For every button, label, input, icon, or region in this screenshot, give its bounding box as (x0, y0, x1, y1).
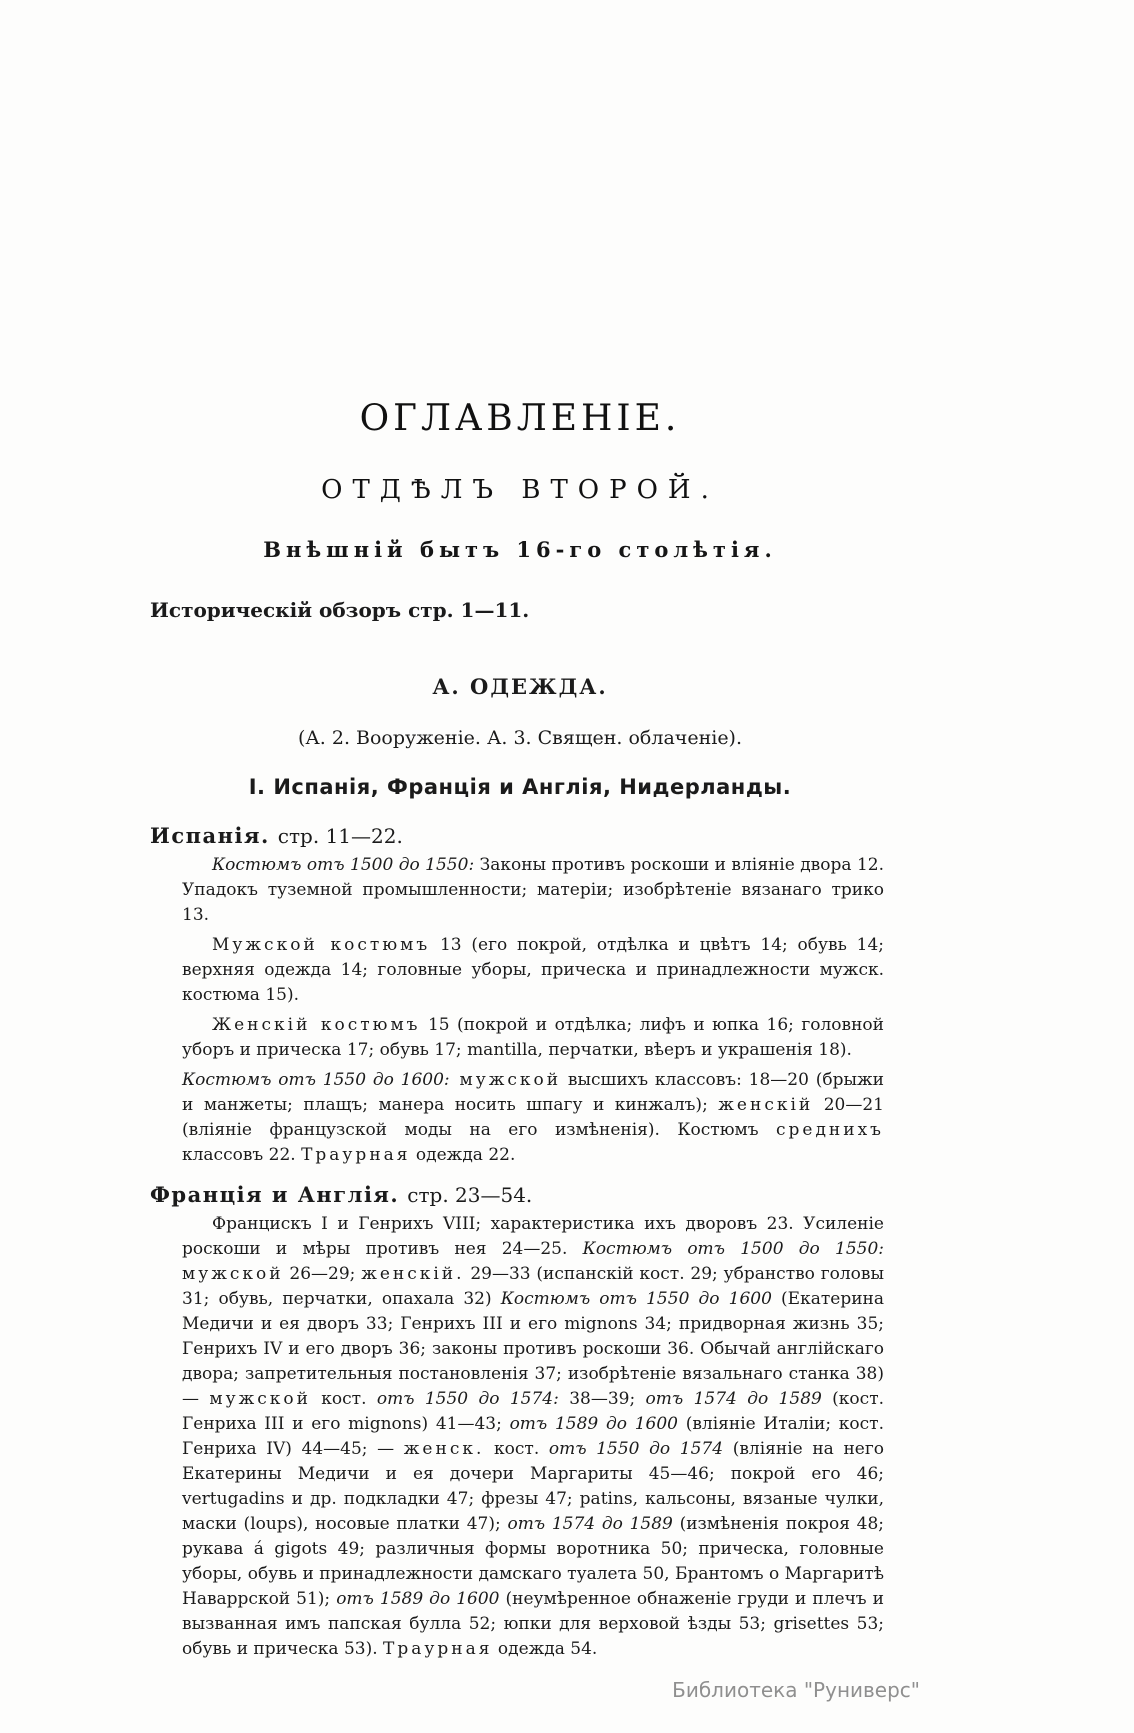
text-segment: женскій (718, 1095, 814, 1115)
section-pages: стр. 11—22. (277, 824, 403, 848)
text-segment: Костюмъ отъ 1550 до 1600: (182, 1070, 450, 1090)
text-segment: женск. (403, 1439, 485, 1459)
text-segment: Законы противъ роскоши и вліяніе двора 12. Упадокъ туземной промышленности; матеріи; изобрѣтеніе вязанаго трико 13. (182, 855, 884, 925)
part-title: ОТДѢЛЪ ВТОРОЙ. (321, 475, 719, 505)
section-name: Франція и Англія. (150, 1182, 400, 1207)
text-segment: классовъ 22. (182, 1145, 302, 1165)
overview-line: Историческій обзоръ стр. 1—11. (150, 598, 530, 622)
toc-paragraph (182, 1068, 884, 1168)
toc-paragraph (182, 933, 884, 1008)
text-segment: 13 (его покрой, отдѣлка и цвѣтъ 14; обувь 14; верхняя одежда 14; головные уборы, прическа и принадлежности мужск. костюма 15). (182, 935, 884, 1005)
text-segment: кост. (484, 1439, 549, 1459)
text-segment: отъ 1574 до 1589 (507, 1514, 673, 1534)
text-segment: (неумѣренное обнаженіе груди и плечъ и вызванная имъ папская булла 52; юпки для верховой ѣзды 53; grisettes 53; обувь и прическа 53). (182, 1589, 884, 1659)
text-segment: Мужской костюмъ (212, 935, 431, 955)
text-segment: одежда 54. (492, 1639, 598, 1659)
chapter-heading: I. Испанія, Франція и Англія, Нидерланды. (248, 775, 792, 799)
text-segment: (вліяніе Италіи; кост. Генриха IV) 44—45; — (182, 1414, 884, 1459)
section-name: Испанія. (150, 823, 270, 848)
text-segment: Женскій костюмъ (212, 1015, 421, 1035)
text-segment: 29—33 (испанскій кост. 29; убранство головы 31; обувь, перчатки, опахала 32) (182, 1264, 884, 1309)
text-segment: 20—21 (вліяніе французской моды на его измѣненія). Костюмъ (182, 1095, 885, 1140)
section-pages: стр. 23—54. (407, 1183, 533, 1207)
text-segment: Костюмъ отъ 1550 до 1600 (500, 1289, 772, 1309)
text-segment: мужской (182, 1264, 284, 1284)
text-segment: мужской (209, 1389, 311, 1409)
text-segment: Костюмъ отъ 1500 до 1550: (212, 855, 475, 875)
text-segment: отъ 1550 до 1574 (548, 1439, 724, 1459)
text-segment: мужской (449, 1070, 562, 1090)
clothing-section-note: (А. 2. Вооруженіе. А. 3. Священ. облаченіе). (297, 727, 743, 749)
text-segment: Костюмъ отъ 1500 до 1550: (582, 1239, 884, 1259)
library-watermark: Библиотека "Руниверс" (672, 1678, 920, 1702)
text-segment: среднихъ (776, 1120, 884, 1140)
text-segment: 26—29; (283, 1264, 362, 1284)
text-segment: отъ 1550 до 1574: (376, 1389, 559, 1409)
text-segment: Францискъ I и Генрихъ VIII; характеристика ихъ дворовъ 23. Усиленіе роскоши и мѣры противъ нея 24—25. (182, 1214, 884, 1259)
clothing-section-heading: А. ОДЕЖДА. (432, 674, 608, 699)
section-heading-france-england (150, 1182, 890, 1207)
toc-paragraph (182, 1013, 884, 1063)
text-segment: отъ 1589 до 1600 (336, 1589, 500, 1609)
toc-paragraph (182, 1212, 884, 1662)
text-segment: отъ 1589 до 1600 (509, 1414, 678, 1434)
text-segment: отъ 1574 до 1589 (645, 1389, 822, 1409)
section-heading-spain (150, 823, 890, 848)
text-segment: Траурная (383, 1639, 493, 1659)
toc-paragraph (182, 853, 884, 928)
text-segment: кост. (310, 1389, 377, 1409)
text-segment: (измѣненія покроя 48; рукава á gigots 49; различныя формы воротника 50; прическа, головные уборы, обувь и принадлежности дамскаго туалета 50, Брантомъ о Маргаритѣ Наваррской 51); (182, 1514, 884, 1609)
toc-content (150, 0, 890, 1662)
text-segment: (вліяніе на него Екатерины Медичи и ея дочери Маргариты 45—46; покрой его 46; vertugadins и др. подкладки 47; фрезы 47; patins, кальсоны, вязаные чулки, маски (loups), носовые платки 47); (182, 1439, 884, 1534)
subtitle: Внѣшній бытъ 16-го столѣтія. (263, 537, 777, 562)
page-title: ОГЛАВЛЕНІЕ. (359, 398, 681, 439)
text-segment: женскій. (361, 1264, 465, 1284)
text-segment: (Екатерина Медичи и ея дворъ 33; Генрихъ III и его mignons 34; придворная жизнь 35; Генрихъ IV и его дворъ 36; законы противъ роскоши 36. Обычай англійскаго двора; запретительныя постановленія 37; изобрѣтеніе вязальнаго станка 38) — (182, 1289, 884, 1409)
text-segment: 15 (покрой и отдѣлка; лифъ и юпка 16; головной уборъ и прическа 17; обувь 17; mantilla, перчатки, вѣеръ и украшенія 18). (182, 1015, 884, 1060)
text-segment: (кост. Генриха III и его mignons) 41—43; (182, 1389, 885, 1434)
text-segment: Траурная (301, 1145, 411, 1165)
text-segment: высшихъ классовъ: 18—20 (брыжи и манжеты; плащъ; манера носить шпагу и кинжалъ); (182, 1070, 884, 1115)
text-segment: 38—39; (558, 1389, 646, 1409)
text-segment: одежда 22. (410, 1145, 516, 1165)
